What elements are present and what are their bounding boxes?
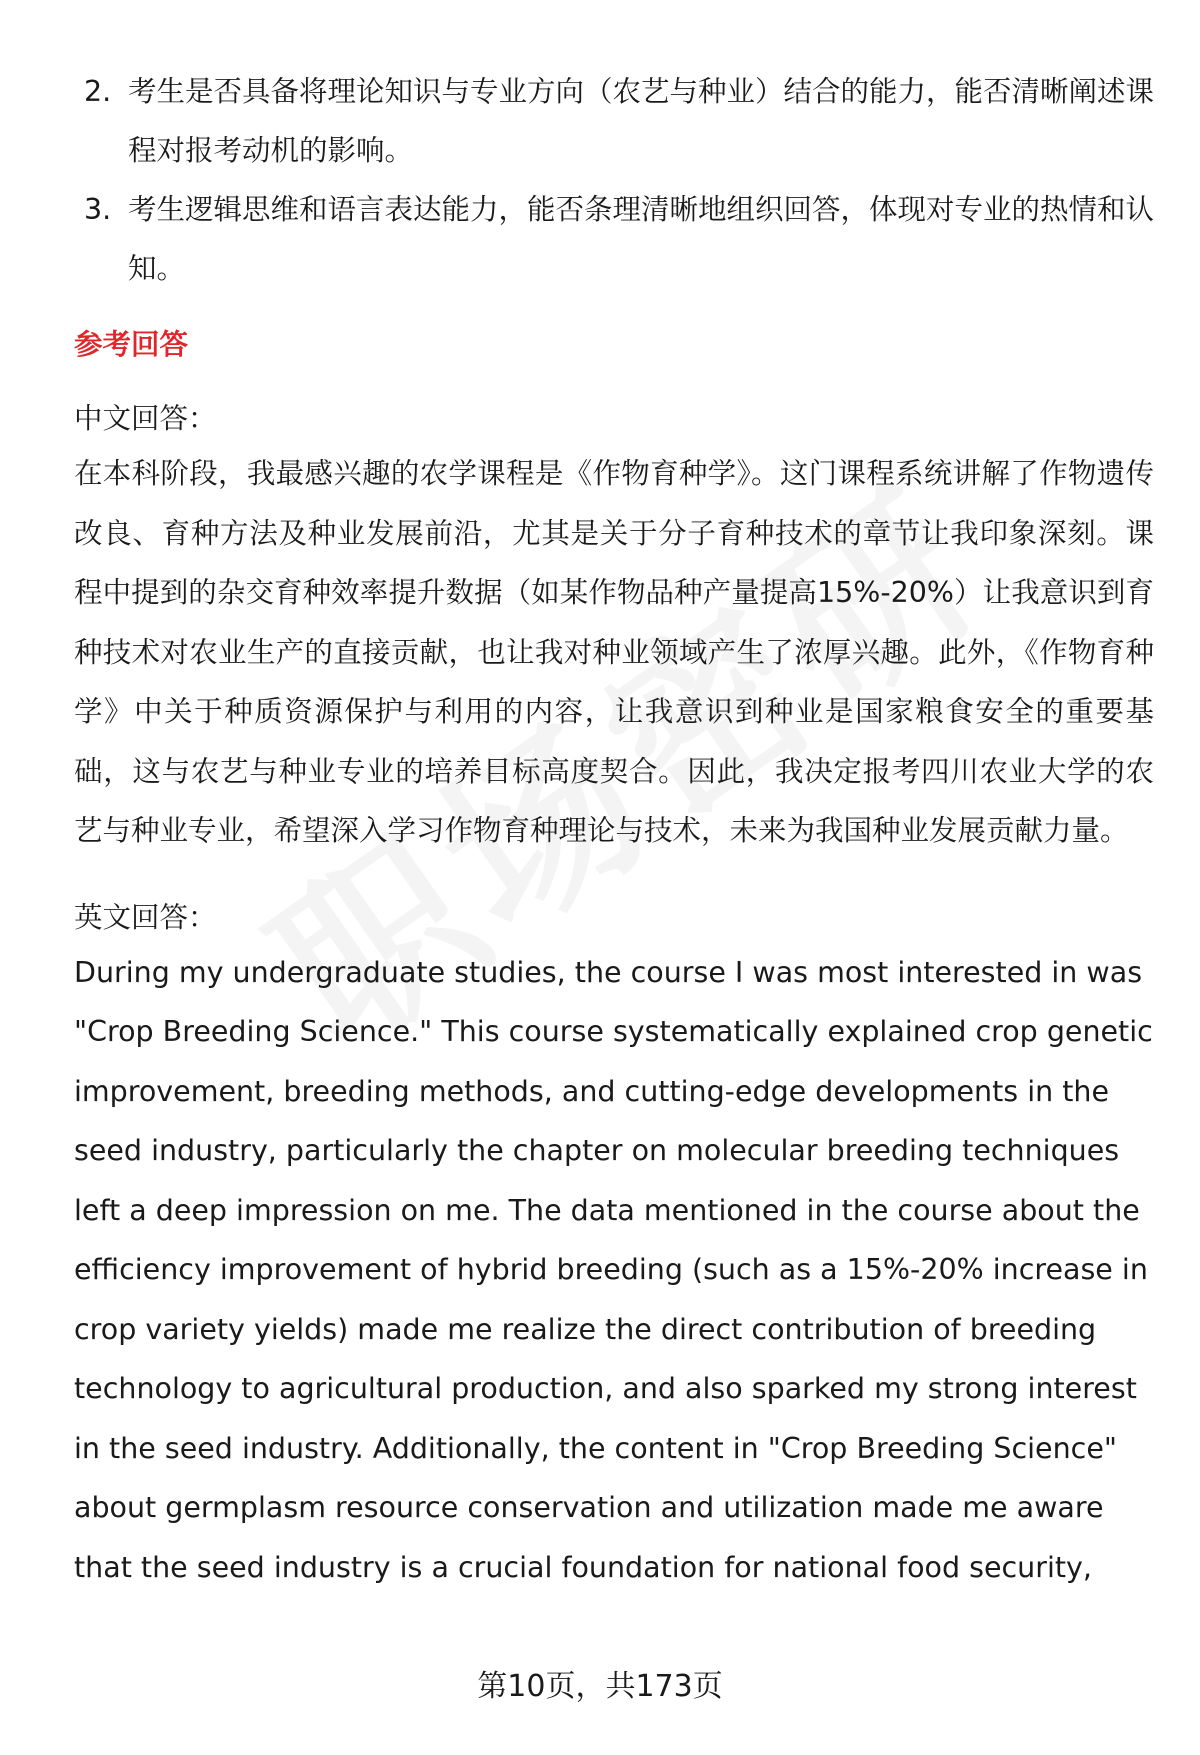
section-title: 参考回答	[74, 328, 189, 361]
chinese-answer-label: 中文回答：	[74, 402, 217, 435]
list-item-text: 考生逻辑思维和语言表达能力，能否条理清晰地组织回答，体现对专业的热情和认知。	[128, 193, 1155, 285]
english-answer-paragraph: During my undergraduate studies, the course I was most interested in was "Crop Breeding Science." This course systematically explained crop genetic improvement, breeding methods, and cutting-edge developments in the seed industry, particularly the chapter on molecular breeding techniques left a deep impression on me. The data mentioned in the course about the efficiency improvement of hybrid breeding (such as a 15%-20% increase in crop variety yields) made me realize the direct contribution of breeding technology to agricultural production, and also sparked my strong interest in the seed industry. Additionally, the content in "Crop Breeding Science" about germplasm resource conservation and utilization made me aware that the seed industry is a crucial foundation for national food security,	[74, 955, 1153, 1584]
english-answer-label: 英文回答：	[74, 900, 217, 934]
list-item-text: 考生是否具备将理论知识与专业方向（农艺与种业）结合的能力，能否清晰阐述课程对报考动机的影响。	[128, 75, 1155, 167]
list-item-number: 2.	[84, 75, 112, 108]
page-footer: 第10页，共173页	[477, 1669, 723, 1704]
list-item	[74, 62, 1154, 180]
chinese-answer-paragraph: 在本科阶段，我最感兴趣的农学课程是《作物育种学》。这门课程系统讲解了作物遗传改良、育种方法及种业发展前沿，尤其是关于分子育种技术的章节让我印象深刻。课程中提到的杂交育种效率提升数据（如某作物品种产量提高15%-20%）让我意识到育种技术对农业生产的直接贡献，也让我对种业领域产生了浓厚兴趣。此外，《作物育种学》中关于种质资源保护与利用的内容，让我意识到种业是国家粮食安全的重要基础，这与农艺与种业专业的培养目标高度契合。因此，我决定报考四川农业大学的农艺与种业专业，希望深入学习作物育种理论与技术，未来为我国种业发展贡献力量。	[74, 457, 1154, 847]
list-item-number: 3.	[84, 193, 112, 226]
list-item	[74, 180, 1154, 298]
evaluation-criteria-list	[74, 62, 1154, 298]
document-page	[74, 62, 1154, 1597]
